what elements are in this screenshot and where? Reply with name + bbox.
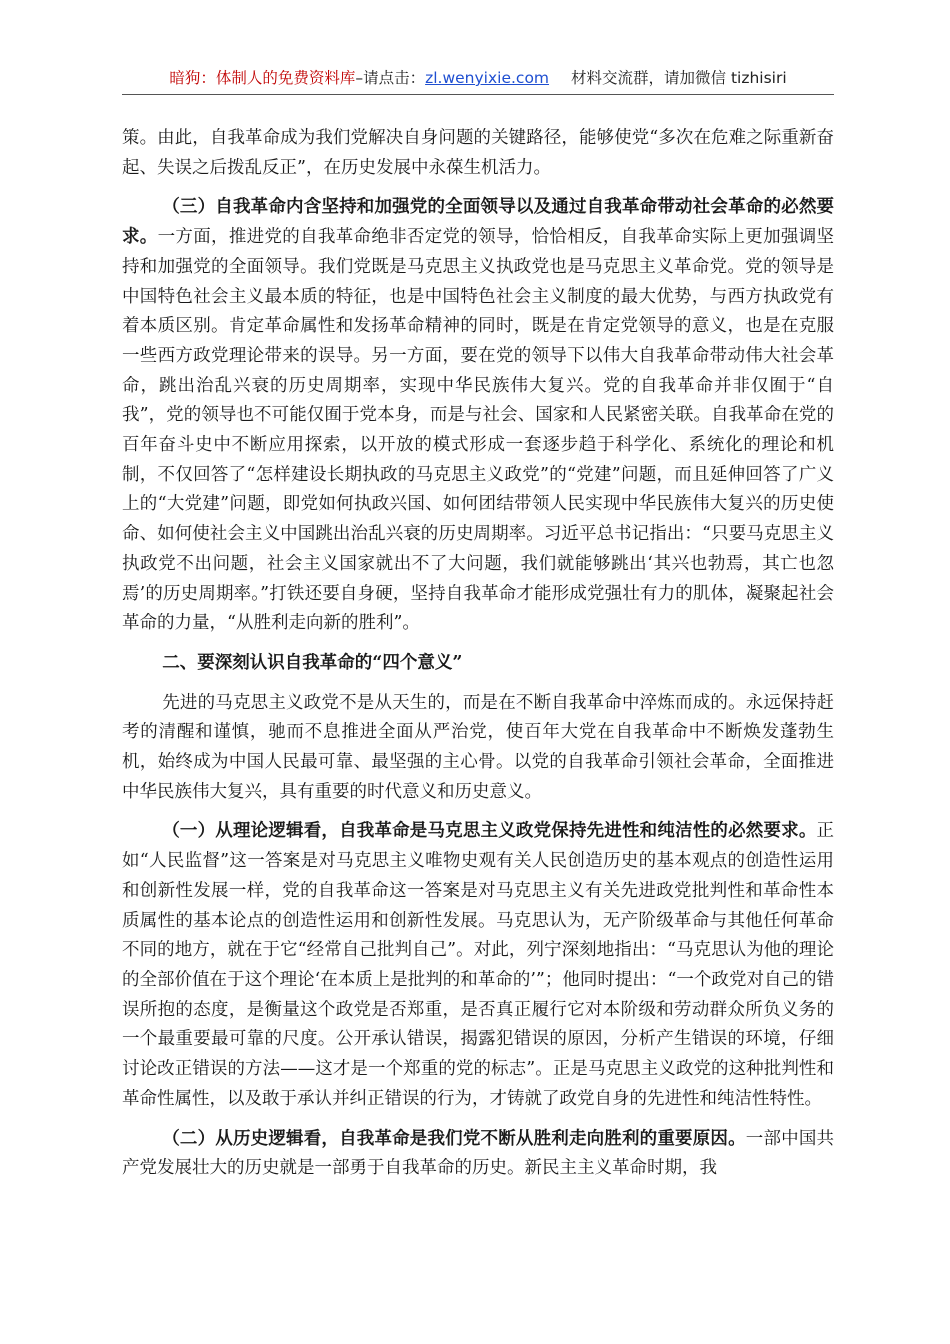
paragraph-point-1 xyxy=(122,817,834,1114)
paragraph-text: 先进的马克思主义政党不是从天生的，而是在不断自我革命中淬炼而成的。永远保持赶考的清醒和谨慎，驰而不息推进全面从严治党，使百年大党在自我革命中不断焕发蓬勃生机，始终成为中国人民最可靠、最坚强的主心骨。以党的自我革命引领社会革命，全面推进中华民族伟大复兴，具有重要的时代意义和历史意义。 xyxy=(122,692,834,802)
paragraph-intro xyxy=(122,689,834,808)
paragraph-text: 一部中国共产党发展壮大的历史就是一部勇于自我革命的历史。新民主主义革命时期，我 xyxy=(122,1128,835,1179)
header-prompt: –请点击： xyxy=(355,69,426,87)
paragraph-text: 一方面，推进党的自我革命绝非否定党的领导，恰恰相反，自我革命实际上更加强调坚持和加强党的全面领导。我们党既是马克思主义执政党也是马克思主义革命党。党的领导是中国特色社会主义最本质的特征，也是中国特色社会主义制度的最大优势，与西方执政党有着本质区别。肯定革命属性和发扬革命精神的同时，既是在肯定党领导的意义，也是在克服一些西方政党理论带来的误导。另一方面，要在党的领导下以伟大自我革命带动伟大社会革命，跳出治乱兴衰的历史周期率，实现中华民族伟大复兴。党的自我革命并非仅囿于“自我”，党的领导也不可能仅囿于党本身，而是与社会、国家和人民紧密关联。自我革命在党的百年奋斗史中不断应用探索，以开放的模式形成一套逐步趋于科学化、系统化的理论和机制，不仅回答了“怎样建设长期执政的马克思主义政党”的“党建”问题，而且延伸回答了广义上的“大党建”问题，即党如何执政兴国、如何团结带领人民实现中华民族伟大复兴的历史使命、如何使社会主义中国跳出治乱兴衰的历史周期率。习近平总书记指出：“只要马克思主义执政党不出问题，社会主义国家就出不了大问题，我们就能够跳出‘其兴也勃焉，其亡也忽焉’的历史周期率。”打铁还要自身硬，坚持自我革命才能形成党强壮有力的肌体，凝聚起社会革命的力量，“从胜利走向新的胜利”。 xyxy=(122,227,835,634)
header-divider xyxy=(122,94,834,95)
document-body xyxy=(122,124,834,1184)
paragraph-continuation xyxy=(122,124,834,183)
page-header xyxy=(122,66,834,90)
header-title: 暗狗：体制人的免费资料库 xyxy=(169,69,356,87)
paragraph-section-3 xyxy=(122,193,834,639)
paragraph-text: 正如“人民监督”这一答案是对马克思主义唯物史观有关人民创造历史的基本观点的创造性运用和创新性发展一样，党的自我革命这一答案是对马克思主义有关先进政党批判性和革命性本质属性的基本论点的创造性运用和创新性发展。马克思认为，无产阶级革命与其他任何革命不同的地方，就在于它“经常自己批判自己”。对此，列宁深刻地指出：“马克思认为他的理论的全部价值在于这个理论‘在本质上是批判的和革命的’”；他同时提出：“一个政党对自己的错误所抱的态度，是衡量这个政党是否郑重，是否真正履行它对本阶级和劳动群众所负义务的一个最重要最可靠的尺度。公开承认错误，揭露犯错误的原因，分析产生错误的环境，仔细讨论改正错误的方法——这才是一个郑重的党的标志”。正是马克思主义政党的这种批判性和革命性属性，以及敢于承认并纠正错误的行为，才铸就了政党自身的先进性和纯洁性特性。 xyxy=(122,821,834,1109)
paragraph-heading: （二）从历史逻辑看，自我革命是我们党不断从胜利走向胜利的重要原因。 xyxy=(162,1128,746,1149)
paragraph-text: 策。由此，自我革命成为我们党解决自身问题的关键路径，能够使党“多次在危难之际重新奋起、失误之后拨乱反正”，在历史发展中永葆生机活力。 xyxy=(122,128,834,178)
section-heading-text: 二、要深刻认识自我革命的“四个意义” xyxy=(162,652,463,673)
paragraph-point-2 xyxy=(122,1125,834,1184)
header-contact: 材料交流群，请加微信 tizhisiri xyxy=(571,69,787,87)
paragraph-heading: （一）从理论逻辑看，自我革命是马克思主义政党保持先进性和纯洁性的必然要求。 xyxy=(162,821,817,842)
section-heading xyxy=(122,649,834,679)
header-link[interactable]: zl.wenyixie.com xyxy=(425,69,550,87)
paragraph-heading: （三）自我革命内含坚持和加强党的全面领导以及通过自我革命带动社会革命的必然要求。 xyxy=(122,197,834,248)
